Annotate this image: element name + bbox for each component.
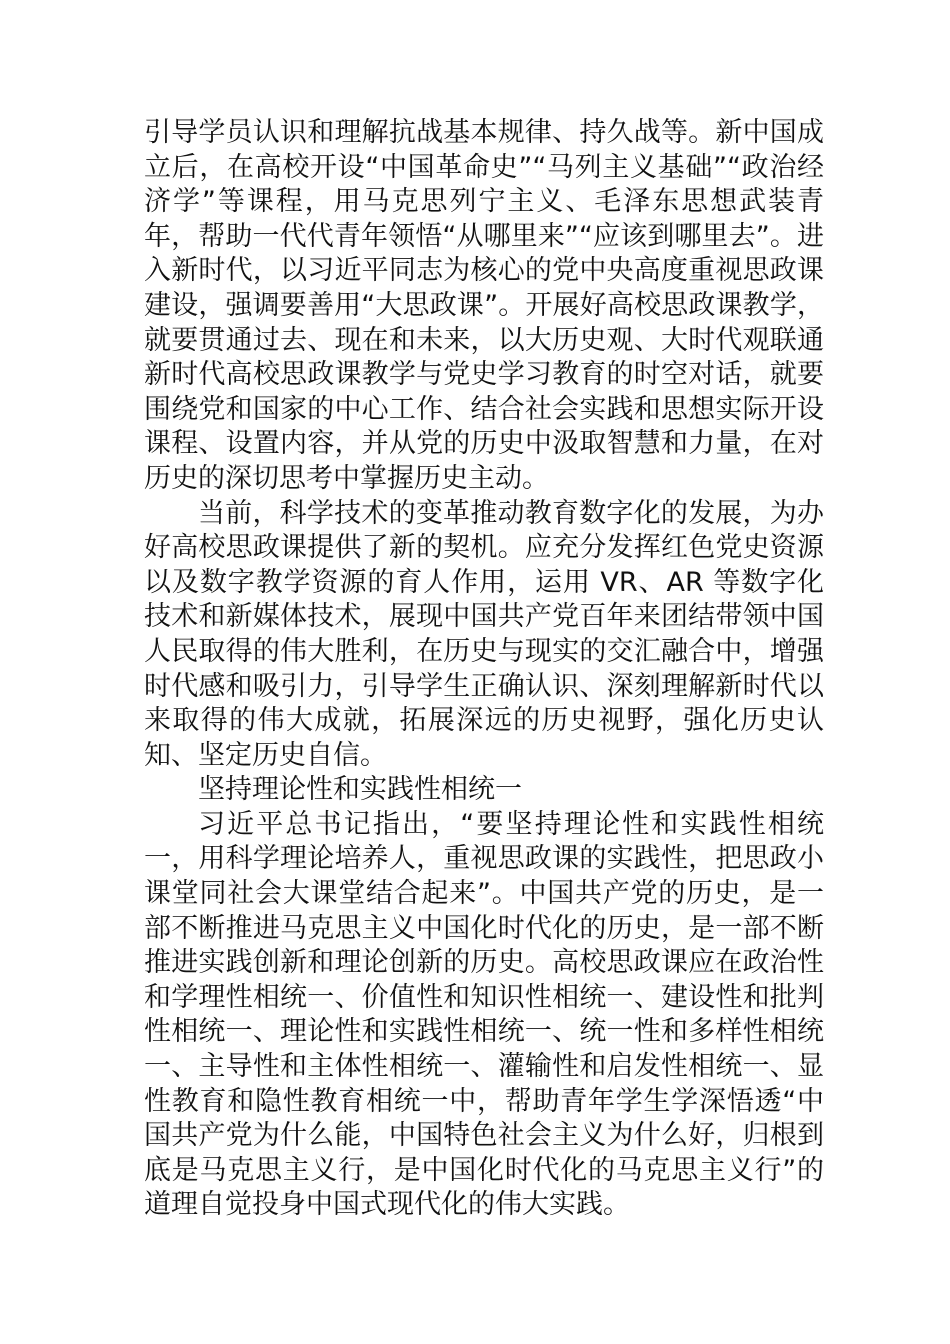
paragraph-digital-education: 当前，科学技术的变革推动教育数字化的发展，为办好高校思政课提供了新的契机。应充分发挥红色党史资源以及数字教学资源的育人作用，运用 VR、AR 等数字化技术和新媒体技术，展现中国共产党百年来团结带领中国人民取得的伟大胜利，在历史与现实的交汇融合中，增强时代感和吸引力，引导学生正确认识、深刻理解新时代以来取得的伟大成就，拓展深远的历史视野，强化历史认知、坚定历史自信。 (144, 497, 824, 771)
paragraph-continuation: 引导学员认识和理解抗战基本规律、持久战等。新中国成立后，在高校开设“中国革命史”“马列主义基础”“政治经济学”等课程，用马克思列宁主义、毛泽东思想武装青年，帮助一代代青年领悟“从哪里来”“应该到哪里去”。进入新时代，以习近平同志为核心的党中央高度重视思政课建设，强调要善用“大思政课”。开展好高校思政课教学，就要贯通过去、现在和未来，以大历史观、大时代观联通新时代高校思政课教学与党史学习教育的时空对话，就要围绕党和国家的中心工作、结合社会实践和思想实际开设课程、设置内容，并从党的历史中汲取智慧和力量，在对历史的深切思考中掌握历史主动。 (144, 117, 824, 494)
section-heading: 坚持理论性和实践性相统一 (198, 774, 522, 806)
paragraph-theory-practice: 习近平总书记指出，“要坚持理论性和实践性相统一，用科学理论培养人，重视思政课的实践性，把思政小课堂同社会大课堂结合起来”。中国共产党的历史，是一部不断推进马克思主义中国化时代化的历史，是一部不断推进实践创新和理论创新的历史。高校思政课应在政治性和学理性相统一、价值性和知识性相统一、建设性和批判性相统一、理论性和实践性相统一、统一性和多样性相统一、主导性和主体性相统一、灌输性和启发性相统一、显性教育和隐性教育相统一中，帮助青年学生学深悟透“中国共产党为什么能，中国特色社会主义为什么好，归根到底是马克思主义行，是中国化时代化的马克思主义行”的道理自觉投身中国式现代化的伟大实践。 (144, 808, 824, 1221)
document-body (144, 116, 824, 1223)
